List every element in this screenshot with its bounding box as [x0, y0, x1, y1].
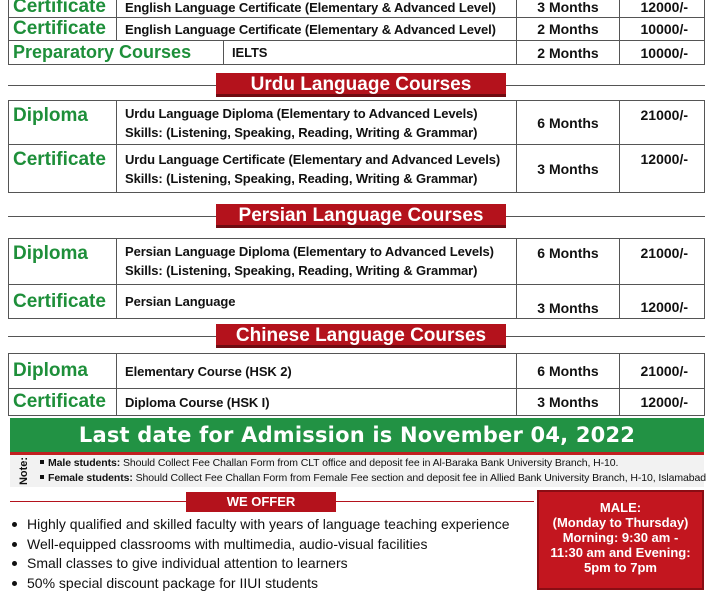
english-row-2 [8, 18, 705, 41]
course-type: Certificate [9, 0, 117, 17]
course-duration: 2 Months [517, 18, 620, 40]
male-box-days: (Monday to Thursday) [539, 515, 702, 530]
male-box-morning: Morning: 9:30 am - [539, 530, 702, 545]
course-type: Diploma [9, 101, 117, 144]
course-type: Certificate [9, 389, 117, 415]
offer-list [12, 515, 532, 593]
bullet-icon [12, 542, 17, 547]
course-duration: 3 Months [517, 145, 620, 192]
course-name: Persian Language Diploma (Elementary to Advanced Levels) [125, 242, 494, 261]
course-name: Elementary Course (HSK 2) [125, 362, 292, 381]
course-name: English Language Certificate (Elementary & Advanced Level) [125, 20, 496, 39]
course-name: Diploma Course (HSK I) [125, 393, 269, 412]
course-fee: 12000/- [620, 285, 704, 318]
course-skills: Skills: (Listening, Speaking, Reading, Writing & Grammar) [125, 261, 477, 280]
persian-row-1 [8, 238, 705, 285]
course-name: Urdu Language Diploma (Elementary to Advanced Levels) [125, 104, 478, 123]
note-male-label: Male students: [48, 457, 120, 469]
chinese-section-heading: Chinese Language Courses [216, 324, 506, 348]
male-box-title: MALE: [539, 500, 702, 515]
bullet-icon [12, 581, 17, 586]
course-name: English Language Certificate (Elementary & Advanced Level) [125, 0, 496, 17]
course-duration: 6 Months [517, 354, 620, 388]
chinese-row-2 [8, 389, 705, 416]
course-fee: 21000/- [620, 101, 704, 144]
course-fee: 12000/- [620, 389, 704, 415]
course-fee: 21000/- [620, 354, 704, 388]
course-type: Certificate [9, 18, 117, 40]
square-bullet-icon [40, 460, 44, 464]
course-duration: 3 Months [517, 285, 620, 318]
course-type: Diploma [9, 239, 117, 284]
course-name: Urdu Language Certificate (Elementary and Advanced Levels) [125, 150, 500, 169]
course-duration: 3 Months [517, 389, 620, 415]
course-type: Diploma [9, 354, 117, 388]
male-box-evening: 11:30 am and Evening: [539, 545, 702, 560]
course-type: Certificate [9, 285, 117, 318]
admission-deadline-banner: Last date for Admission is November 04, 2022 [10, 418, 704, 452]
course-fee: 10000/- [620, 18, 704, 40]
note-label: Note: [18, 457, 30, 485]
note-box [10, 455, 704, 487]
male-box-evening-time: 5pm to 7pm [539, 560, 702, 575]
bullet-icon [12, 561, 17, 566]
course-name: IELTS [232, 43, 267, 62]
persian-section-heading: Persian Language Courses [216, 204, 506, 228]
course-duration: 6 Months [517, 101, 620, 144]
we-offer-heading: WE OFFER [186, 492, 336, 512]
urdu-section-heading: Urdu Language Courses [216, 73, 506, 97]
chinese-row-1 [8, 353, 705, 389]
list-item: 50% special discount package for IIUI students [12, 574, 532, 593]
english-row-3 [8, 41, 705, 65]
note-female [40, 472, 706, 484]
english-row-1 [8, 0, 705, 18]
course-type: Certificate [9, 145, 117, 192]
course-fee: 10000/- [620, 41, 704, 64]
note-male-text: Should Collect Fee Challan Form from CLT office and deposit fee in Al-Baraka Bank University Branch, H-10. [123, 457, 618, 469]
list-item: Well-equipped classrooms with multimedia, audio-visual facilities [12, 535, 532, 555]
course-skills: Skills: (Listening, Speaking, Reading, Writing & Grammar) [125, 169, 477, 188]
course-name: Persian Language [125, 292, 235, 311]
course-duration: 6 Months [517, 239, 620, 284]
male-timings-box [537, 490, 704, 590]
list-item: Small classes to give individual attention to learners [12, 554, 532, 574]
bullet-icon [12, 522, 17, 527]
note-male [40, 457, 618, 469]
course-duration: 3 Months [517, 0, 620, 17]
urdu-row-1 [8, 100, 705, 145]
course-skills: Skills: (Listening, Speaking, Reading, Writing & Grammar) [125, 123, 477, 142]
urdu-row-2 [8, 145, 705, 193]
course-fee: 21000/- [620, 239, 704, 284]
course-fee: 12000/- [620, 0, 704, 17]
course-type: Preparatory Courses [9, 41, 224, 64]
persian-row-2 [8, 285, 705, 319]
course-fee: 12000/- [620, 145, 704, 192]
square-bullet-icon [40, 475, 44, 479]
course-duration: 2 Months [517, 41, 620, 64]
note-female-text: Should Collect Fee Challan Form from Female Fee section and deposit fee in Allied Bank University Branch, H-10, Islamabad [136, 472, 706, 484]
list-item: Highly qualified and skilled faculty with years of language teaching experience [12, 515, 532, 535]
note-female-label: Female students: [48, 472, 133, 484]
